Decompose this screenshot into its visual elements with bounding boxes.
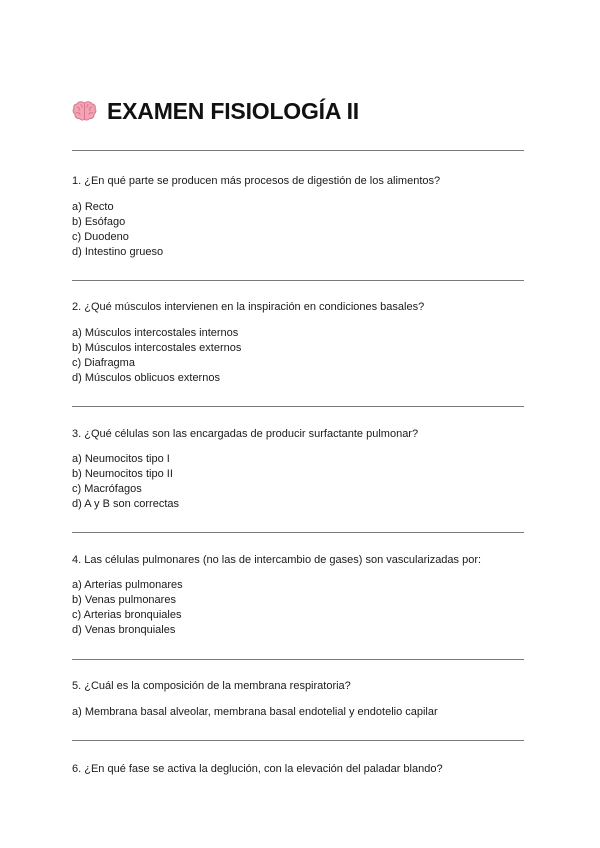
question-1-options <box>72 200 163 260</box>
question-1: 1. ¿En qué parte se producen más procesos de digestión de los alimentos? <box>72 175 441 187</box>
option-2b: b) Músculos intercostales externos <box>72 342 242 354</box>
option-4b: b) Venas pulmonares <box>72 594 176 606</box>
option-4d: d) Venas bronquiales <box>72 624 176 636</box>
divider <box>72 150 524 151</box>
option-2c: c) Diafragma <box>72 357 135 369</box>
question-2: 2. ¿Qué músculos intervienen en la inspiración en condiciones basales? <box>72 301 425 313</box>
divider <box>72 532 524 533</box>
option-3a: a) Neumocitos tipo I <box>72 453 170 465</box>
option-1c: c) Duodeno <box>72 231 129 243</box>
divider <box>72 406 524 407</box>
option-4a: a) Arterias pulmonares <box>72 579 183 591</box>
question-4: 4. Las células pulmonares (no las de intercambio de gases) son vascularizadas por: <box>72 554 482 566</box>
option-1b: b) Esófago <box>72 216 126 228</box>
option-3c: c) Macrófagos <box>72 483 142 495</box>
question-6: 6. ¿En qué fase se activa la deglución, con la elevación del paladar blando? <box>72 763 443 775</box>
question-4-options <box>72 578 183 638</box>
divider <box>72 280 524 281</box>
question-5-options <box>72 705 438 720</box>
page-title: EXAMEN FISIOLOGÍA II <box>107 97 359 124</box>
question-3: 3. ¿Qué células son las encargadas de producir surfactante pulmonar? <box>72 428 419 440</box>
option-1d: d) Intestino grueso <box>72 246 164 258</box>
option-5a: a) Membrana basal alveolar, membrana basal endotelial y endotelio capilar <box>72 706 438 718</box>
option-3d: d) A y B son correctas <box>72 498 179 510</box>
brain-icon <box>72 100 97 122</box>
divider <box>72 659 524 660</box>
option-4c: c) Arterias bronquiales <box>72 609 182 621</box>
option-2d: d) Músculos oblicuos externos <box>72 372 220 384</box>
divider <box>72 740 524 741</box>
question-5: 5. ¿Cuál es la composición de la membrana respiratoria? <box>72 680 351 692</box>
option-1a: a) Recto <box>72 201 114 213</box>
exam-header <box>72 94 359 128</box>
option-2a: a) Músculos intercostales internos <box>72 327 239 339</box>
option-3b: b) Neumocitos tipo II <box>72 468 173 480</box>
question-2-options <box>72 326 241 386</box>
question-3-options <box>72 452 179 512</box>
